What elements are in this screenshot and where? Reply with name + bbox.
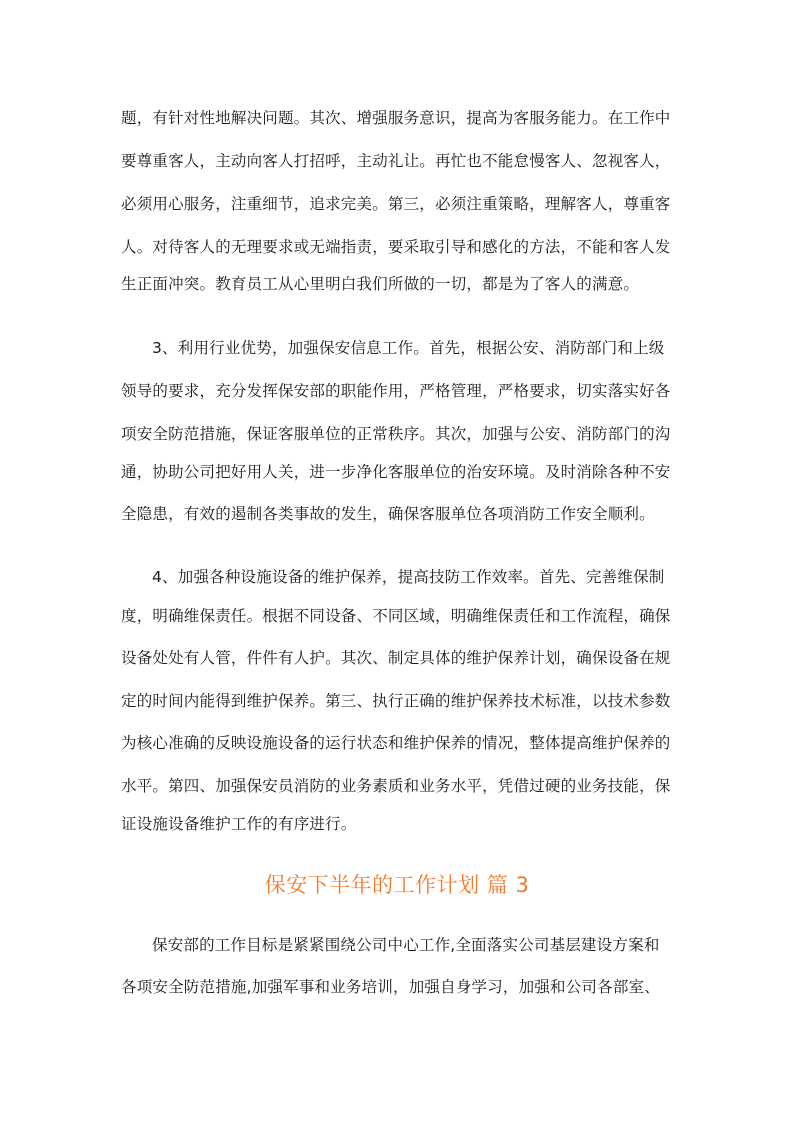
- paragraph-1-line-2: 要尊重客人，主动向客人打招呼，主动礼让。再忙也不能怠慢客人、忽视客人，: [121, 152, 671, 170]
- paragraph-2-line-1: 3、利用行业优势，加强保安信息工作。首先，根据公安、消防部门和上级: [152, 339, 665, 357]
- paragraph-2-line-5: 全隐患，有效的遏制各类事故的发生，确保客服单位各项消防工作安全顺利。: [121, 505, 655, 523]
- paragraph-3-line-6: 水平。第四、加强保安员消防的业务素质和业务水平，凭借过硬的业务技能，保: [121, 777, 671, 795]
- paragraph-1-line-5: 生正面冲突。教育员工从心里明白我们所做的一切，都是为了客人的满意。: [121, 275, 640, 293]
- paragraph-2-line-4: 通，协助公司把好用人关，进一步净化客服单位的治安环境。及时消除各种不安: [121, 463, 671, 481]
- paragraph-3-line-7: 证设施设备维护工作的有序进行。: [121, 815, 357, 833]
- section-heading: 保安下半年的工作计划 篇 3: [264, 873, 530, 897]
- paragraph-3-line-1: 4、加强各种设施设备的维护保养，提高技防工作效率。首先、完善维保制: [152, 568, 665, 586]
- paragraph-1-line-1: 题，有针对性地解决问题。其次、增强服务意识，提高为客服务能力。在工作中: [121, 109, 671, 127]
- paragraph-3-line-5: 为核心准确的反映设施设备的运行状态和维护保养的情况，整体提高维护保养的: [121, 734, 671, 752]
- paragraph-4-line-2: 各项安全防范措施,加强军事和业务培训，加强自身学习，加强和公司各部室、: [121, 978, 660, 996]
- paragraph-1-line-3: 必须用心服务，注重细节，追求完美。第三，必须注重策略，理解客人，尊重客: [121, 195, 671, 213]
- paragraph-2-line-3: 项安全防范措施，保证客服单位的正常秩序。其次，加强与公安、消防部门的沟: [121, 425, 671, 443]
- paragraph-4-line-1: 保安部的工作目标是紧紧围绕公司中心工作,全面落实公司基层建设方案和: [152, 936, 660, 954]
- paragraph-3-line-2: 度，明确维保责任。根据不同设备、不同区域，明确维保责任和工作流程，确保: [121, 607, 671, 625]
- paragraph-1-line-4: 人。对待客人的无理要求或无端指责，要采取引导和感化的方法，不能和客人发: [121, 238, 671, 256]
- paragraph-3-line-3: 设备处处有人管，件件有人护。其次、制定具体的维护保养计划，确保设备在规: [121, 649, 671, 667]
- paragraph-3-line-4: 定的时间内能得到维护保养。第三、执行正确的维护保养技术标准，以技术参数: [121, 692, 671, 710]
- paragraph-2-line-2: 领导的要求，充分发挥保安部的职能作用，严格管理，严格要求，切实落实好各: [121, 382, 671, 400]
